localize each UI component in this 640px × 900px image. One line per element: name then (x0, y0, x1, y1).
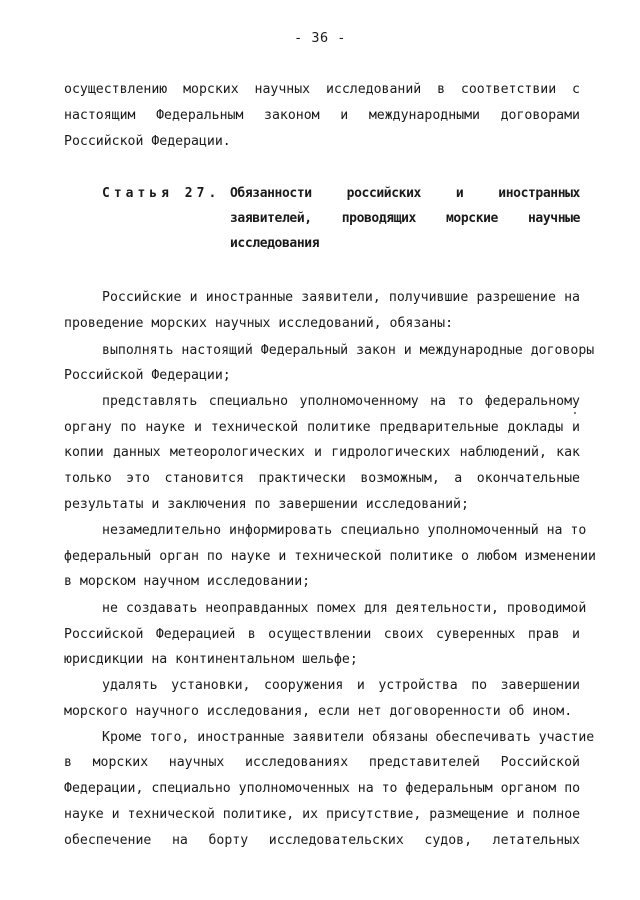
scan-speck (574, 412, 576, 414)
body-line: органу по науке и технической политике предварительные доклады и (64, 420, 580, 435)
body-line: науке и технической политике, их присутствие, размещение и полное (64, 807, 581, 822)
body-line: копии данных метеорологических и гидрологических наблюдений, как (64, 445, 580, 460)
article-label-text: Статья 27. (102, 186, 221, 201)
body-line: морского научного исследования, если нет договоренности об ином. (64, 704, 573, 719)
body-line: представлять специально уполномоченному на то федеральному (102, 394, 580, 409)
body-line: юрисдикции на континентальном шельфе; (64, 652, 358, 667)
body-line: Федерации, специально уполномоченных на то федеральным органом по (64, 781, 581, 796)
intro-line: настоящим Федеральным законом и международными договорами (64, 108, 580, 123)
body-line: выполнять настоящий Федеральный закон и международные договоры (102, 343, 595, 358)
article-label (102, 185, 220, 203)
article-title-line: Обязанности российских и иностранных (230, 186, 580, 201)
body-line: только это становится практически возможным, а окончательные (64, 471, 580, 486)
body-line: в морском научном исследовании; (64, 574, 311, 589)
page-number: - 36 - (294, 30, 346, 46)
body-line: незамедлительно информировать специально уполномоченный на то (102, 523, 587, 538)
body-line: Российские и иностранные заявители, получившие разрешение на (102, 290, 580, 305)
article-title-line: исследования (230, 236, 320, 251)
body-line: удалять установки, сооружения и устройства по завершении (102, 678, 580, 693)
body-line: обеспечение на борту исследовательских судов, летательных (64, 833, 580, 848)
body-line: не создавать неоправданных помех для деятельности, проводимой (102, 601, 587, 616)
intro-line: Российской Федерации. (64, 134, 231, 149)
body-line: федеральный орган по науке и технической политике о любом изменении (64, 549, 596, 564)
body-line: Российской Федерацией в осуществлении своих суверенных прав и (64, 627, 580, 642)
body-line: результаты и заключения по завершении исследований; (64, 497, 469, 512)
body-line: Российской Федерации; (64, 368, 231, 383)
intro-line: осуществлению морских научных исследований в соответствии с (64, 82, 580, 97)
body-line: Кроме того, иностранные заявители обязаны обеспечивать участие (102, 730, 595, 745)
body-line: в морских научных исследованиях представителей Российской (64, 755, 580, 770)
article-title-line: заявителей, проводящих морские научные (230, 211, 580, 226)
body-line: проведение морских научных исследований, обязаны: (64, 316, 454, 331)
